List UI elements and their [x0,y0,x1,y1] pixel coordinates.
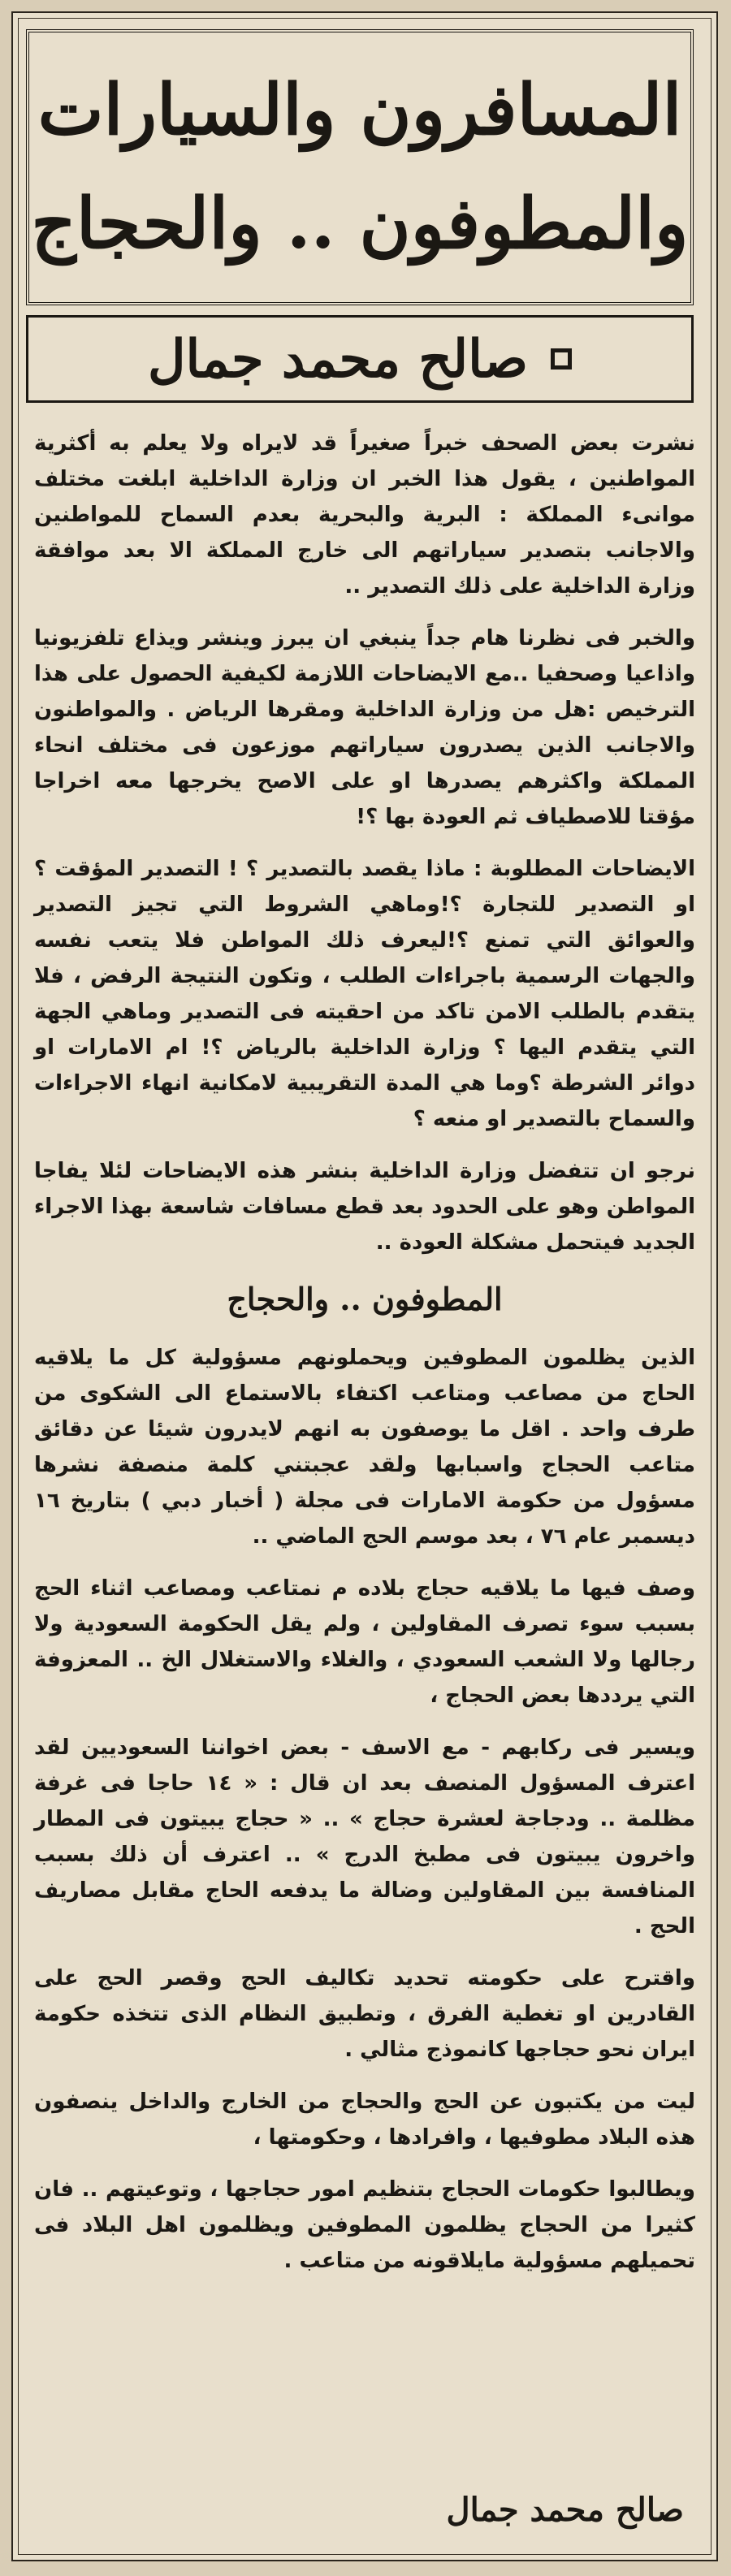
headline-line-2: والمطوفون .. والحجاج [31,183,689,265]
byline-box [26,315,694,403]
paragraph: ويسير فى ركابهم - مع الاسف - بعض اخواننا السعوديين لقد اعترف المسؤول المنصف بعد ان قال : « ١٤ حاجا فى غرفة مظلمة .. ودجاجة لعشرة حجاج » .. « حجاج يبيتون فى المطار واخرون يبيتون فى مطبخ الدرج » .. اعترف أن ذلك بسبب المنافسة بين المقاولين وضالة ما يدفعه الحاج مقابل مصاريف الحج . [34,1735,696,1938]
paragraph: نرجو ان تتفضل وزارة الداخلية بنشر هذه الايضاحات لئلا يفاجا المواطن وهو على الحدود بعد قطع مسافات شاسعة بهذا الاجراء الجديد فيتحمل مشكلة العودة .. [34,1159,695,1255]
section-subheading: المطوفون .. والحجاج [227,1281,503,1317]
paragraph: الايضاحات المطلوبة : ماذا يقصد بالتصدير ؟ ! التصدير المؤقت ؟ او التصدير للتجارة ؟!وماهي الشروط التي تجيز التصدير والعوائق التي تمنع ؟!ليعرف ذلك المواطن فلا يتعب نفسه والجهات الرسمية باجراءات الطلب ، وتكون النتيجة الرفض ، فلا يتقدم بالطلب الامن تاكد من احقيته فى التصدير وماهي الجهة التي يتقدم اليها ؟ وزارة الداخلية بالرياض ؟! ام الامارات او دوائر الشرطة ؟وما هي المدة التقريبية لامكانية انهاء الاجراءات والسماح بالتصدير او منعه ؟ [34,857,695,1131]
paragraph: نشرت بعض الصحف خبراً صغيراً قد لايراه ولا يعلم به أكثرية المواطنين ، يقول هذا الخبر ان وزارة الداخلية ابلغت مختلف موانىء المملكة : البرية والبحرية بعدم السماح للمواطنين والاجانب بتصدير سياراتهم الى خارج المملكة الا بعد موافقة وزارة الداخلية على ذلك التصدير .. [34,431,695,599]
author-signature: صالح محمد جمال [446,2491,684,2529]
paragraph: والخبر فى نظرنا هام جداً ينبغي ان يبرز وينشر ويذاع تلفزيونيا واذاعيا وصحفيا ..مع الايضاحات اللازمة لكيفية الحصول على هذا الترخيص :هل من وزارة الداخلية ومقرها الرياض . والمواطنون والاجانب الذين يصدرون سياراتهم موزعون فى مختلف انحاء المملكة واكثرهم يصدرها او على الاصح يخرجها معه اخراجا مؤقتا للاصطياف ثم العودة بها ؟! [34,626,695,829]
newspaper-clipping [11,11,718,2561]
article-body [34,426,695,2295]
paragraph: ليت من يكتبون عن الحج والحجاج من الخارج والداخل ينصفون هذه البلاد مطوفيها ، وافرادها ، وحكومتها ، [34,2090,695,2150]
paragraph: وصف فيها ما يلاقيه حجاج بلاده م نمتاعب ومصاعب اثناء الحج بسبب سوء تصرف المقاولين ، ولم يقل الحكومة السعودية ولا رجالها ولا الشعب السعودي ، والغلاء والاستغلال الخ .. المعزوفة التي يرددها بعض الحجاج ، [34,1576,695,1708]
paragraph: واقترح على حكومته تحديد تكاليف الحج وقصر الحج على القادرين او تغطية الفرق ، وتطبيق النظام الذى تتخذه حكومة ايران نحو حجاجها كانموذج مثالي . [34,1966,695,2062]
headline-line-1: المسافرون والسيارات [37,69,682,151]
byline-author: صالح محمد جمال [148,328,528,390]
paragraph: ويطالبوا حكومات الحجاج بتنظيم امور حجاجها ، وتوعيتهم .. فان كثيرا من الحجاج يظلمون المطوفين ويظلمون اهل البلاد فى تحميلهم مسؤولية مايلاقونه من متاعب . [34,2177,695,2273]
headline-box [26,29,694,305]
paragraph: الذين يظلمون المطوفين ويحملونهم مسؤولية كل ما يلاقيه الحاج من مصاعب ومتاعب اكتفاء بالاستماع الى الشكوى من طرف واحد . اقل ما يوصفون به انهم لايدرون شيئا عن دقائق متاعب الحجاج واسبابها ولقد عجبتني كلمة منصفة نشرها مسؤول من حكومة الامارات فى مجلة ( أخبار دبي ) بتاريخ ١٦ ديسمبر عام ٧٦ ، بعد موسم الحج الماضي .. [34,1346,695,1549]
square-ornament-icon [551,348,572,370]
